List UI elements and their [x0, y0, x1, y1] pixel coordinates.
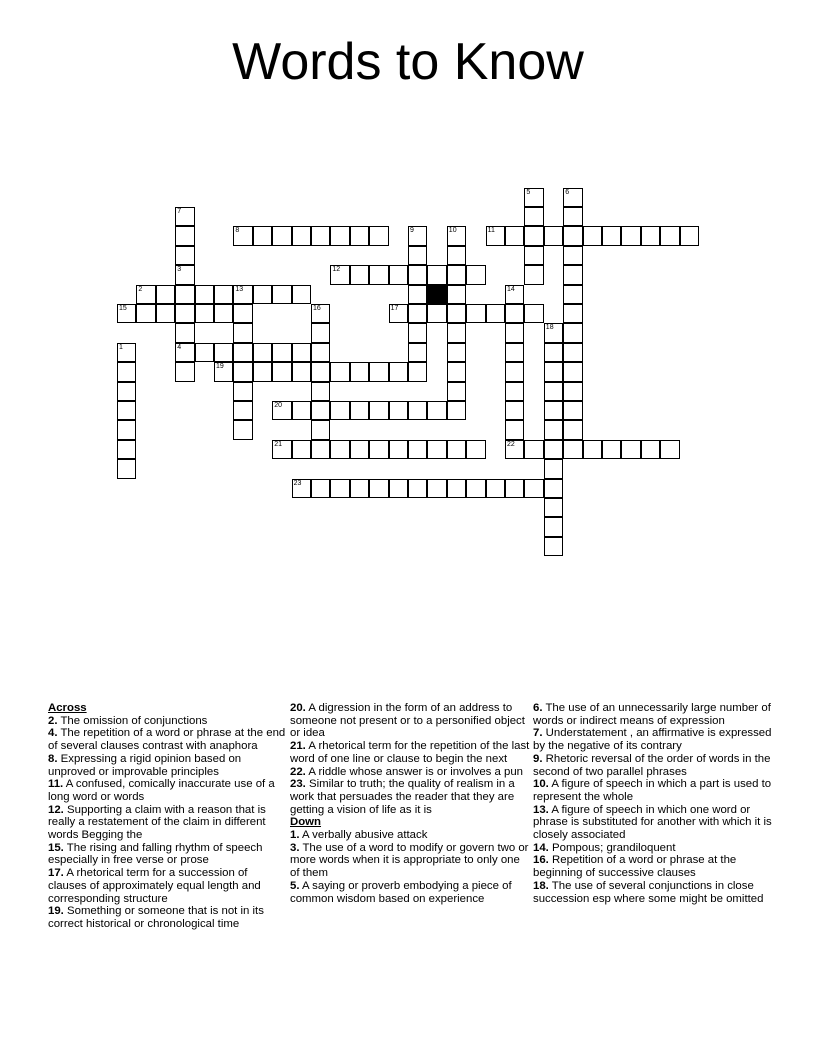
clue-text: Pompous; grandiloquent: [548, 841, 676, 854]
clue-number: 8.: [48, 752, 58, 765]
grid-cell[interactable]: [292, 479, 311, 498]
grid-cell[interactable]: [447, 246, 466, 265]
grid-cell[interactable]: [117, 401, 136, 420]
grid-cell[interactable]: [466, 304, 485, 323]
grid-cell[interactable]: [389, 479, 408, 498]
grid-cell[interactable]: [195, 343, 214, 362]
grid-cell[interactable]: [136, 285, 155, 304]
clue-item: [48, 778, 288, 803]
grid-cell[interactable]: [466, 265, 485, 284]
grid-cell[interactable]: [233, 362, 252, 381]
grid-cell[interactable]: [563, 285, 582, 304]
clue-text: A saying or proverb embodying a piece of common wisdom based on experience: [290, 879, 512, 905]
clue-number: 22.: [290, 765, 306, 778]
grid-cell[interactable]: [292, 440, 311, 459]
grid-cell[interactable]: [447, 343, 466, 362]
clue-item: [48, 804, 288, 842]
grid-cell[interactable]: [524, 246, 543, 265]
clue-item: [533, 727, 773, 752]
clue-number: 1.: [290, 829, 300, 842]
grid-cell[interactable]: [311, 343, 330, 362]
grid-cell[interactable]: [156, 304, 175, 323]
grid-cell[interactable]: [447, 479, 466, 498]
down-heading: Down: [290, 816, 322, 829]
clue-number: 5.: [290, 879, 300, 892]
clue-number: 4.: [48, 727, 58, 740]
grid-cell[interactable]: [311, 226, 330, 245]
grid-cell[interactable]: [544, 226, 563, 245]
grid-cell[interactable]: [272, 226, 291, 245]
grid-cell[interactable]: [369, 226, 388, 245]
grid-cell[interactable]: [563, 420, 582, 439]
grid-cell[interactable]: [563, 401, 582, 420]
grid-cell[interactable]: [330, 265, 349, 284]
grid-cell[interactable]: [311, 304, 330, 323]
clue-number-label: 23: [293, 479, 302, 487]
grid-cell[interactable]: [408, 343, 427, 362]
clue-item: [48, 753, 288, 778]
down-clue-list-continued: [533, 702, 773, 905]
grid-cell[interactable]: [389, 362, 408, 381]
grid-cell[interactable]: [544, 343, 563, 362]
clue-item: [290, 740, 530, 765]
grid-cell[interactable]: [369, 362, 388, 381]
grid-cell[interactable]: [505, 226, 524, 245]
grid-cell[interactable]: [233, 401, 252, 420]
grid-cell[interactable]: [330, 440, 349, 459]
grid-cell[interactable]: [427, 304, 446, 323]
grid-cell[interactable]: [544, 517, 563, 536]
grid-cell[interactable]: [369, 479, 388, 498]
grid-cell[interactable]: [311, 362, 330, 381]
clue-number: 18.: [533, 879, 549, 892]
grid-cell[interactable]: [195, 304, 214, 323]
clue-number: 19.: [48, 905, 64, 918]
clue-text: Supporting a claim with a reason that is really a restatement of the claim in different words Begging the: [48, 803, 266, 842]
grid-cell[interactable]: [292, 343, 311, 362]
clue-item: [48, 727, 288, 752]
clue-number: 21.: [290, 740, 306, 753]
grid-cell[interactable]: [272, 343, 291, 362]
grid-cell[interactable]: [524, 265, 543, 284]
clue-number: 13.: [533, 803, 549, 816]
grid-cell[interactable]: [233, 382, 252, 401]
clue-number-label: 19: [216, 363, 224, 371]
grid-cell[interactable]: [175, 265, 194, 284]
clue-text: Similar to truth; the quality of realism in a work that persuades the reader that they are getting a vision of life as it is: [290, 778, 515, 816]
grid-cell[interactable]: [195, 285, 214, 304]
clue-number-label: 18: [545, 324, 554, 332]
clue-number-label: 12: [332, 266, 341, 274]
clue-number-label: 16: [313, 305, 321, 312]
grid-cell[interactable]: [505, 440, 524, 459]
grid-cell[interactable]: [350, 265, 369, 284]
grid-cell[interactable]: [214, 304, 233, 323]
clue-text: A figure of speech in which a part is used to represent the whole: [533, 778, 772, 803]
clue-text: A rhetorical term for the repetition of the last word of one line or clause to begin the next: [290, 740, 530, 765]
grid-cell[interactable]: [524, 440, 543, 459]
clue-item: [533, 880, 773, 905]
grid-cell[interactable]: [389, 440, 408, 459]
grid-cell[interactable]: [544, 420, 563, 439]
grid-cell[interactable]: [505, 420, 524, 439]
across-clue-list-continued: [290, 702, 530, 816]
grid-cell[interactable]: [117, 459, 136, 478]
grid-cell[interactable]: [563, 440, 582, 459]
grid-cell[interactable]: [311, 323, 330, 342]
grid-cell[interactable]: [486, 479, 505, 498]
grid-cell[interactable]: [175, 285, 194, 304]
clue-text: The repetition of a word or phrase at the end of several clauses contrast with anaphora: [48, 727, 286, 753]
grid-cell[interactable]: [524, 479, 543, 498]
grid-cell[interactable]: [408, 401, 427, 420]
grid-cell[interactable]: [350, 401, 369, 420]
clue-number-label: 7: [177, 208, 182, 215]
grid-cell[interactable]: [563, 362, 582, 381]
clue-number: 17.: [48, 867, 64, 880]
grid-cell[interactable]: [408, 323, 427, 342]
grid-cell[interactable]: [505, 323, 524, 342]
grid-cell[interactable]: [563, 207, 582, 226]
clue-number: 2.: [48, 714, 58, 727]
grid-cell[interactable]: [427, 265, 446, 284]
grid-cell[interactable]: [369, 440, 388, 459]
clue-number: 23.: [290, 778, 306, 791]
grid-cell[interactable]: [292, 285, 311, 304]
grid-cell[interactable]: [311, 479, 330, 498]
clue-number: 3.: [290, 841, 300, 854]
clue-column-1: [48, 702, 288, 931]
grid-cell[interactable]: [505, 343, 524, 362]
clue-number: 12.: [48, 803, 64, 816]
grid-cell[interactable]: [621, 226, 640, 245]
clue-text: Repetition of a word or phrase at the beginning of successive clauses: [533, 854, 737, 880]
grid-cell[interactable]: [660, 440, 679, 459]
clue-number: 15.: [48, 841, 64, 854]
grid-cell[interactable]: [544, 382, 563, 401]
grid-cell[interactable]: [427, 401, 446, 420]
grid-cell[interactable]: [544, 440, 563, 459]
clue-text: A rhetorical term for a succession of clauses of approximately equal length and corresponding structure: [48, 867, 261, 905]
grid-cell[interactable]: [233, 304, 252, 323]
clue-text: A riddle whose answer is or involves a pun: [305, 765, 524, 778]
clue-item: [48, 842, 288, 867]
grid-cell[interactable]: [408, 265, 427, 284]
grid-cell[interactable]: [233, 226, 252, 245]
clue-number-label: 17: [390, 305, 399, 312]
down-clue-list: [290, 829, 530, 905]
clue-number-label: 2: [138, 285, 143, 293]
grid-cell[interactable]: [563, 323, 582, 342]
grid-cell[interactable]: [427, 479, 446, 498]
clue-item: [533, 804, 773, 842]
grid-cell[interactable]: [486, 226, 505, 245]
clue-number-label: 13: [235, 285, 244, 293]
grid-cell[interactable]: [253, 343, 272, 362]
grid-cell[interactable]: [544, 459, 563, 478]
grid-cell[interactable]: [621, 440, 640, 459]
clue-text: Expressing a rigid opinion based on unproved or improvable principles: [48, 752, 242, 778]
grid-cell[interactable]: [330, 226, 349, 245]
grid-cell[interactable]: [524, 226, 543, 245]
grid-cell[interactable]: [233, 420, 252, 439]
grid-cell[interactable]: [408, 226, 427, 245]
grid-cell[interactable]: [408, 304, 427, 323]
grid-cell[interactable]: [408, 479, 427, 498]
grid-cell[interactable]: [350, 479, 369, 498]
clue-number: 7.: [533, 727, 543, 740]
clue-text: A confused, comically inaccurate use of a long word or words: [48, 778, 275, 803]
grid-cell[interactable]: [389, 304, 408, 323]
grid-cell[interactable]: [602, 440, 621, 459]
grid-cell[interactable]: [233, 323, 252, 342]
grid-cell[interactable]: [175, 323, 194, 342]
grid-cell[interactable]: [563, 382, 582, 401]
grid-cell[interactable]: [117, 420, 136, 439]
clue-number-label: 3: [177, 266, 182, 274]
grid-cell[interactable]: [117, 382, 136, 401]
grid-cell[interactable]: [330, 479, 349, 498]
clue-text: Something or someone that is not in its correct historical or chronological time: [48, 905, 264, 930]
clue-item: [290, 880, 530, 905]
grid-cell[interactable]: [408, 285, 427, 304]
grid-cell[interactable]: [311, 440, 330, 459]
grid-cell[interactable]: [369, 401, 388, 420]
grid-cell[interactable]: [524, 207, 543, 226]
clue-number: 6.: [533, 702, 543, 714]
grid-cell[interactable]: [311, 382, 330, 401]
clue-column-3: [533, 702, 773, 905]
clue-number: 9.: [533, 752, 543, 765]
grid-cell[interactable]: [505, 362, 524, 381]
grid-cell[interactable]: [466, 479, 485, 498]
clue-item: [290, 766, 530, 779]
clue-text: The use of an unnecessarily large number of words or indirect means of expression: [533, 702, 771, 727]
grid-cell[interactable]: [486, 304, 505, 323]
grid-cell[interactable]: [272, 440, 291, 459]
grid-cell[interactable]: [253, 362, 272, 381]
grid-cell[interactable]: [214, 362, 233, 381]
grid-cell[interactable]: [311, 401, 330, 420]
grid-cell[interactable]: [680, 226, 699, 245]
grid-cell[interactable]: [563, 188, 582, 207]
grid-cell[interactable]: [641, 440, 660, 459]
clue-number: 20.: [290, 702, 306, 714]
clue-number-label: 22: [507, 440, 515, 448]
grid-cell[interactable]: [641, 226, 660, 245]
grid-cell[interactable]: [272, 401, 291, 420]
black-square: [427, 285, 446, 304]
grid-cell[interactable]: [563, 343, 582, 362]
grid-cell[interactable]: [408, 362, 427, 381]
grid-cell[interactable]: [563, 265, 582, 284]
grid-cell[interactable]: [117, 304, 136, 323]
grid-cell[interactable]: [602, 226, 621, 245]
grid-cell[interactable]: [175, 343, 194, 362]
grid-cell[interactable]: [447, 226, 466, 245]
grid-cell[interactable]: [175, 226, 194, 245]
grid-cell[interactable]: [156, 285, 175, 304]
clue-number-label: 10: [448, 227, 457, 235]
grid-cell[interactable]: [175, 246, 194, 265]
clue-text: Understatement , an affirmative is expressed by the negative of its contrary: [533, 727, 772, 753]
clue-text: The rising and falling rhythm of speech especially in free verse or prose: [48, 841, 263, 867]
grid-cell[interactable]: [466, 440, 485, 459]
clue-number-label: 14: [507, 285, 515, 293]
grid-cell[interactable]: [233, 285, 252, 304]
clue-text: A verbally abusive attack: [299, 829, 428, 842]
grid-cell[interactable]: [447, 304, 466, 323]
grid-cell[interactable]: [563, 304, 582, 323]
grid-cell[interactable]: [563, 226, 582, 245]
clue-text: The use of a word to modify or govern two or more words when it is appropriate to only one of them: [290, 841, 529, 880]
clue-item: [533, 702, 773, 727]
clue-number: 10.: [533, 778, 549, 791]
grid-cell[interactable]: [544, 537, 563, 556]
grid-cell[interactable]: [330, 362, 349, 381]
clue-item: [533, 842, 773, 855]
grid-cell[interactable]: [408, 440, 427, 459]
grid-cell[interactable]: [563, 246, 582, 265]
grid-cell[interactable]: [117, 343, 136, 362]
grid-cell[interactable]: [544, 479, 563, 498]
across-clue-list: [48, 715, 288, 931]
grid-cell[interactable]: [505, 304, 524, 323]
grid-cell[interactable]: [583, 440, 602, 459]
grid-cell[interactable]: [175, 304, 194, 323]
clue-item: [533, 778, 773, 803]
grid-cell[interactable]: [544, 362, 563, 381]
grid-cell[interactable]: [311, 420, 330, 439]
grid-cell[interactable]: [505, 382, 524, 401]
grid-cell[interactable]: [292, 362, 311, 381]
grid-cell[interactable]: [214, 285, 233, 304]
clue-number-label: 20: [274, 402, 282, 409]
clue-text: A figure of speech in which one word or phrase is substituted for another with which it is closely associated: [533, 803, 772, 842]
grid-cell[interactable]: [350, 226, 369, 245]
grid-cell[interactable]: [136, 304, 155, 323]
clue-item: [290, 842, 530, 880]
grid-cell[interactable]: [524, 188, 543, 207]
grid-cell[interactable]: [292, 401, 311, 420]
clue-number-label: 5: [526, 188, 531, 196]
clue-text: A digression in the form of an address to someone not present or to a personified object or idea: [290, 702, 525, 740]
clue-text: Rhetoric reversal of the order of words in the second of two parallel phrases: [533, 752, 771, 778]
page-title: Words to Know: [232, 33, 584, 91]
clue-number-label: 1: [119, 343, 123, 351]
clue-number-label: 11: [487, 227, 495, 235]
grid-cell[interactable]: [447, 382, 466, 401]
clue-text: The use of several conjunctions in close succession esp where some might be omitted: [533, 879, 764, 905]
grid-cell[interactable]: [447, 265, 466, 284]
clue-number-label: 8: [235, 227, 240, 235]
grid-cell[interactable]: [544, 323, 563, 342]
clue-item: [48, 905, 288, 930]
grid-cell[interactable]: [447, 323, 466, 342]
grid-cell[interactable]: [253, 285, 272, 304]
grid-cell[interactable]: [408, 246, 427, 265]
clue-number: 14.: [533, 841, 549, 854]
clue-item: [533, 753, 773, 778]
grid-cell[interactable]: [660, 226, 679, 245]
grid-cell[interactable]: [175, 362, 194, 381]
clue-text: The omission of conjunctions: [57, 714, 208, 727]
clue-item: [533, 854, 773, 879]
grid-cell[interactable]: [369, 265, 388, 284]
grid-cell[interactable]: [447, 401, 466, 420]
clue-number-label: 4: [177, 343, 182, 351]
grid-cell[interactable]: [583, 226, 602, 245]
grid-cell[interactable]: [233, 343, 252, 362]
grid-cell[interactable]: [214, 343, 233, 362]
grid-cell[interactable]: [447, 362, 466, 381]
grid-cell[interactable]: [447, 285, 466, 304]
clue-item: [290, 778, 530, 816]
grid-cell[interactable]: [524, 304, 543, 323]
clue-number-label: 21: [274, 440, 282, 448]
grid-cell[interactable]: [447, 440, 466, 459]
grid-cell[interactable]: [350, 362, 369, 381]
clue-number-label: 15: [119, 305, 127, 312]
clue-number-label: 6: [565, 188, 570, 196]
grid-cell[interactable]: [175, 207, 194, 226]
clue-number: 11.: [48, 778, 64, 791]
grid-cell[interactable]: [330, 401, 349, 420]
grid-cell[interactable]: [505, 479, 524, 498]
grid-cell[interactable]: [272, 285, 291, 304]
clue-item: [290, 829, 530, 842]
grid-cell[interactable]: [272, 362, 291, 381]
clue-item: [48, 715, 288, 728]
clue-item: [48, 867, 288, 905]
clue-number: 16.: [533, 854, 549, 867]
grid-cell[interactable]: [505, 401, 524, 420]
grid-cell[interactable]: [253, 226, 272, 245]
grid-cell[interactable]: [350, 440, 369, 459]
clue-column-2: [290, 702, 530, 905]
grid-cell[interactable]: [389, 265, 408, 284]
grid-cell[interactable]: [117, 440, 136, 459]
grid-cell[interactable]: [544, 401, 563, 420]
clue-number-label: 9: [410, 227, 414, 235]
grid-cell[interactable]: [427, 440, 446, 459]
across-heading: Across: [48, 702, 87, 714]
grid-cell[interactable]: [505, 285, 524, 304]
grid-cell[interactable]: [292, 226, 311, 245]
grid-cell[interactable]: [544, 498, 563, 517]
grid-cell[interactable]: [389, 401, 408, 420]
clue-item: [290, 702, 530, 740]
grid-cell[interactable]: [117, 362, 136, 381]
